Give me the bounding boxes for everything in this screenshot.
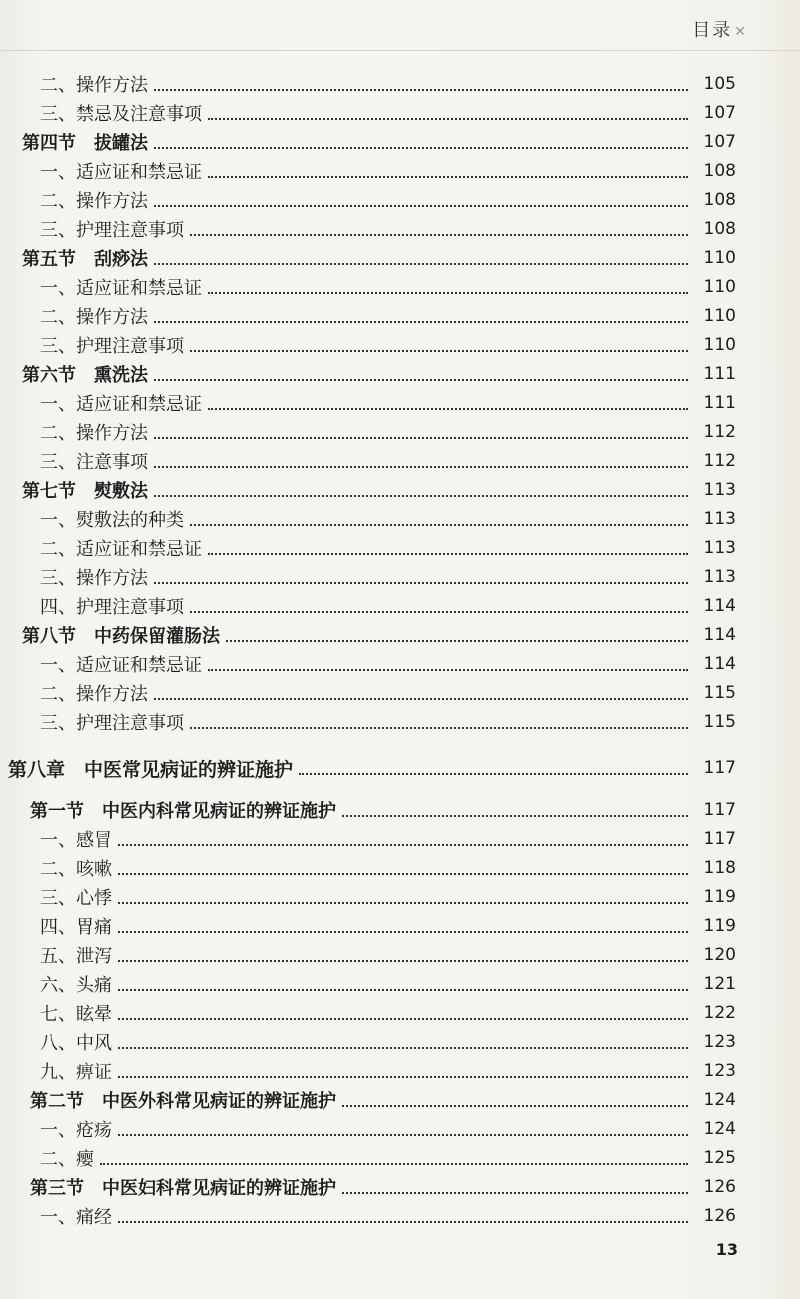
dot-leader <box>154 582 688 584</box>
toc-entry-chapter <box>0 754 800 782</box>
toc-entry-item <box>0 970 800 998</box>
toc-entry-item <box>0 592 800 620</box>
dot-leader <box>154 263 688 265</box>
dot-leader <box>208 292 688 294</box>
toc-entry-item <box>0 1115 800 1143</box>
toc-entry-label: 一、适应证和禁忌证 <box>40 394 202 415</box>
toc-entry-page: 126 <box>703 1177 736 1197</box>
dot-leader <box>118 1076 688 1078</box>
toc-entry-page: 110 <box>703 335 736 355</box>
toc-entry-page: 112 <box>703 451 736 471</box>
toc-entry-item <box>0 679 800 707</box>
toc-entry-label: 三、心悸 <box>40 888 112 909</box>
toc-entry-label: 七、眩晕 <box>40 1004 112 1025</box>
toc-entry-label: 一、感冒 <box>40 830 112 851</box>
toc-entry-label: 一、痛经 <box>40 1207 112 1228</box>
dot-leader <box>190 234 688 236</box>
toc-entry-item <box>0 273 800 301</box>
toc-entry-section2 <box>0 1173 800 1201</box>
toc-entry-section2 <box>0 796 800 824</box>
toc-entry-page: 124 <box>703 1090 736 1110</box>
running-head <box>692 16 748 42</box>
toc-entry-item <box>0 505 800 533</box>
toc-entry-label: 二、操作方法 <box>40 684 148 705</box>
dot-leader <box>154 321 688 323</box>
toc-entry-page: 119 <box>703 887 736 907</box>
toc-entry-item <box>0 854 800 882</box>
toc-entry-page: 110 <box>703 277 736 297</box>
dot-leader <box>118 960 688 962</box>
toc-entry-label: 一、熨敷法的种类 <box>40 510 184 531</box>
toc-entry-page: 118 <box>703 858 736 878</box>
toc-entry-page: 123 <box>703 1061 736 1081</box>
toc-entry-label: 二、操作方法 <box>40 191 148 212</box>
toc-entry-page: 113 <box>703 480 736 500</box>
dot-leader <box>118 873 688 875</box>
toc-entry-item <box>0 825 800 853</box>
running-head-title: 目录 <box>692 20 733 41</box>
toc-entry-item <box>0 331 800 359</box>
dot-leader <box>154 437 688 439</box>
toc-entry-page: 111 <box>703 364 736 384</box>
toc-entry-section <box>0 128 800 156</box>
toc-entry-section2 <box>0 1086 800 1114</box>
toc-entry-item <box>0 999 800 1027</box>
toc-entry-page: 121 <box>703 974 736 994</box>
toc-entry-label: 一、疮疡 <box>40 1120 112 1141</box>
toc-entry-page: 117 <box>703 758 736 778</box>
toc-entry-label: 二、操作方法 <box>40 423 148 444</box>
toc-entry-page: 115 <box>703 712 736 732</box>
dot-leader <box>190 524 688 526</box>
toc-entry-page: 108 <box>703 219 736 239</box>
toc-entry-item <box>0 70 800 98</box>
toc-entry-label: 第三节 中医妇科常见病证的辨证施护 <box>30 1178 336 1199</box>
toc-entry-page: 107 <box>703 132 736 152</box>
toc-entry-page: 117 <box>703 800 736 820</box>
toc-entry-page: 119 <box>703 916 736 936</box>
toc-entry-item <box>0 389 800 417</box>
toc-entry-page: 110 <box>703 248 736 268</box>
toc-entry-label: 八、中风 <box>40 1033 112 1054</box>
toc-entry-page: 126 <box>703 1206 736 1226</box>
toc-entry-item <box>0 418 800 446</box>
toc-entry-label: 第七节 熨敷法 <box>22 481 148 502</box>
toc-entry-item <box>0 215 800 243</box>
dot-leader <box>154 205 688 207</box>
toc-entry-label: 第八节 中药保留灌肠法 <box>22 626 220 647</box>
toc-entry-label: 二、瘿 <box>40 1149 94 1170</box>
toc-entry-item <box>0 99 800 127</box>
dot-leader <box>190 611 688 613</box>
dot-leader <box>118 902 688 904</box>
toc-entry-label: 四、护理注意事项 <box>40 597 184 618</box>
toc-entry-label: 第五节 刮痧法 <box>22 249 148 270</box>
toc-entry-page: 122 <box>703 1003 736 1023</box>
toc-entry-label: 三、操作方法 <box>40 568 148 589</box>
toc-entry-label: 三、禁忌及注意事项 <box>40 104 202 125</box>
toc-entry-label: 一、适应证和禁忌证 <box>40 278 202 299</box>
toc-entry-page: 111 <box>703 393 736 413</box>
dot-leader <box>342 815 688 817</box>
toc-entry-label: 二、操作方法 <box>40 307 148 328</box>
toc-entry-page: 124 <box>703 1119 736 1139</box>
toc-entry-label: 三、护理注意事项 <box>40 336 184 357</box>
toc-entry-label: 一、适应证和禁忌证 <box>40 162 202 183</box>
dot-leader <box>299 773 688 775</box>
dot-leader <box>208 408 688 410</box>
toc-entry-item <box>0 650 800 678</box>
toc-entry-item <box>0 883 800 911</box>
toc-entry-item <box>0 186 800 214</box>
toc-entry-label: 一、适应证和禁忌证 <box>40 655 202 676</box>
dot-leader <box>342 1192 688 1194</box>
dot-leader <box>118 1221 688 1223</box>
dot-leader <box>118 1047 688 1049</box>
toc-entry-page: 113 <box>703 538 736 558</box>
toc-entry-item <box>0 912 800 940</box>
dot-leader <box>154 495 688 497</box>
dot-leader <box>208 669 688 671</box>
toc-entry-page: 105 <box>703 74 736 94</box>
toc-entry-page: 120 <box>703 945 736 965</box>
toc-entry-item <box>0 157 800 185</box>
dot-leader <box>208 118 688 120</box>
dot-leader <box>154 147 688 149</box>
toc-entry-page: 107 <box>703 103 736 123</box>
toc-entry-page: 114 <box>703 596 736 616</box>
dot-leader <box>190 350 688 352</box>
dot-leader <box>154 466 688 468</box>
dot-leader <box>118 1018 688 1020</box>
toc-entry-page: 115 <box>703 683 736 703</box>
toc-entry-section <box>0 476 800 504</box>
toc-entry-page: 125 <box>703 1148 736 1168</box>
toc-entry-label: 第四节 拔罐法 <box>22 133 148 154</box>
toc-entry-label: 九、痹证 <box>40 1062 112 1083</box>
toc-entry-label: 六、头痛 <box>40 975 112 996</box>
dot-leader <box>118 931 688 933</box>
toc-entry-label: 三、护理注意事项 <box>40 220 184 241</box>
page-number: 13 <box>715 1240 738 1259</box>
toc-entry-page: 108 <box>703 161 736 181</box>
header-divider <box>0 50 800 51</box>
toc-entry-label: 二、咳嗽 <box>40 859 112 880</box>
toc-entry-label: 三、护理注意事项 <box>40 713 184 734</box>
dot-leader <box>190 727 688 729</box>
toc-entry-label: 第六节 熏洗法 <box>22 365 148 386</box>
toc-entry-label: 三、注意事项 <box>40 452 148 473</box>
toc-entry-item <box>0 447 800 475</box>
toc-entry-label: 第一节 中医内科常见病证的辨证施护 <box>30 801 336 822</box>
dot-leader <box>100 1163 688 1165</box>
toc-entry-item <box>0 534 800 562</box>
dot-leader <box>154 698 688 700</box>
toc-entry-label: 二、操作方法 <box>40 75 148 96</box>
toc-entry-label: 二、适应证和禁忌证 <box>40 539 202 560</box>
toc-entry-item <box>0 1057 800 1085</box>
toc-entry-page: 113 <box>703 567 736 587</box>
toc-entry-item <box>0 302 800 330</box>
toc-entry-page: 113 <box>703 509 736 529</box>
toc-entry-item <box>0 1202 800 1230</box>
toc-entry-label: 四、胃痛 <box>40 917 112 938</box>
toc-entry-item <box>0 563 800 591</box>
dot-leader <box>118 989 688 991</box>
dot-leader <box>342 1105 688 1107</box>
dot-leader <box>118 1134 688 1136</box>
toc-entry-item <box>0 1144 800 1172</box>
toc-entry-item <box>0 941 800 969</box>
toc-entry-page: 117 <box>703 829 736 849</box>
toc-entry-section <box>0 360 800 388</box>
toc-entry-item <box>0 708 800 736</box>
toc-entry-section <box>0 244 800 272</box>
toc-entry-page: 123 <box>703 1032 736 1052</box>
toc-entry-page: 110 <box>703 306 736 326</box>
toc-entry-label: 第二节 中医外科常见病证的辨证施护 <box>30 1091 336 1112</box>
dot-leader <box>154 379 688 381</box>
toc-entry-label: 第八章 中医常见病证的辨证施护 <box>8 758 294 781</box>
toc-entry-page: 112 <box>703 422 736 442</box>
running-head-mark: ✕ <box>734 24 748 40</box>
toc-entry-item <box>0 1028 800 1056</box>
toc-entry-page: 114 <box>703 654 736 674</box>
toc-entry-section <box>0 621 800 649</box>
dot-leader <box>226 640 688 642</box>
dot-leader <box>154 89 688 91</box>
toc-entry-label: 五、泄泻 <box>40 946 112 967</box>
toc-entry-page: 108 <box>703 190 736 210</box>
dot-leader <box>118 844 688 846</box>
toc-entry-page: 114 <box>703 625 736 645</box>
dot-leader <box>208 176 688 178</box>
dot-leader <box>208 553 688 555</box>
